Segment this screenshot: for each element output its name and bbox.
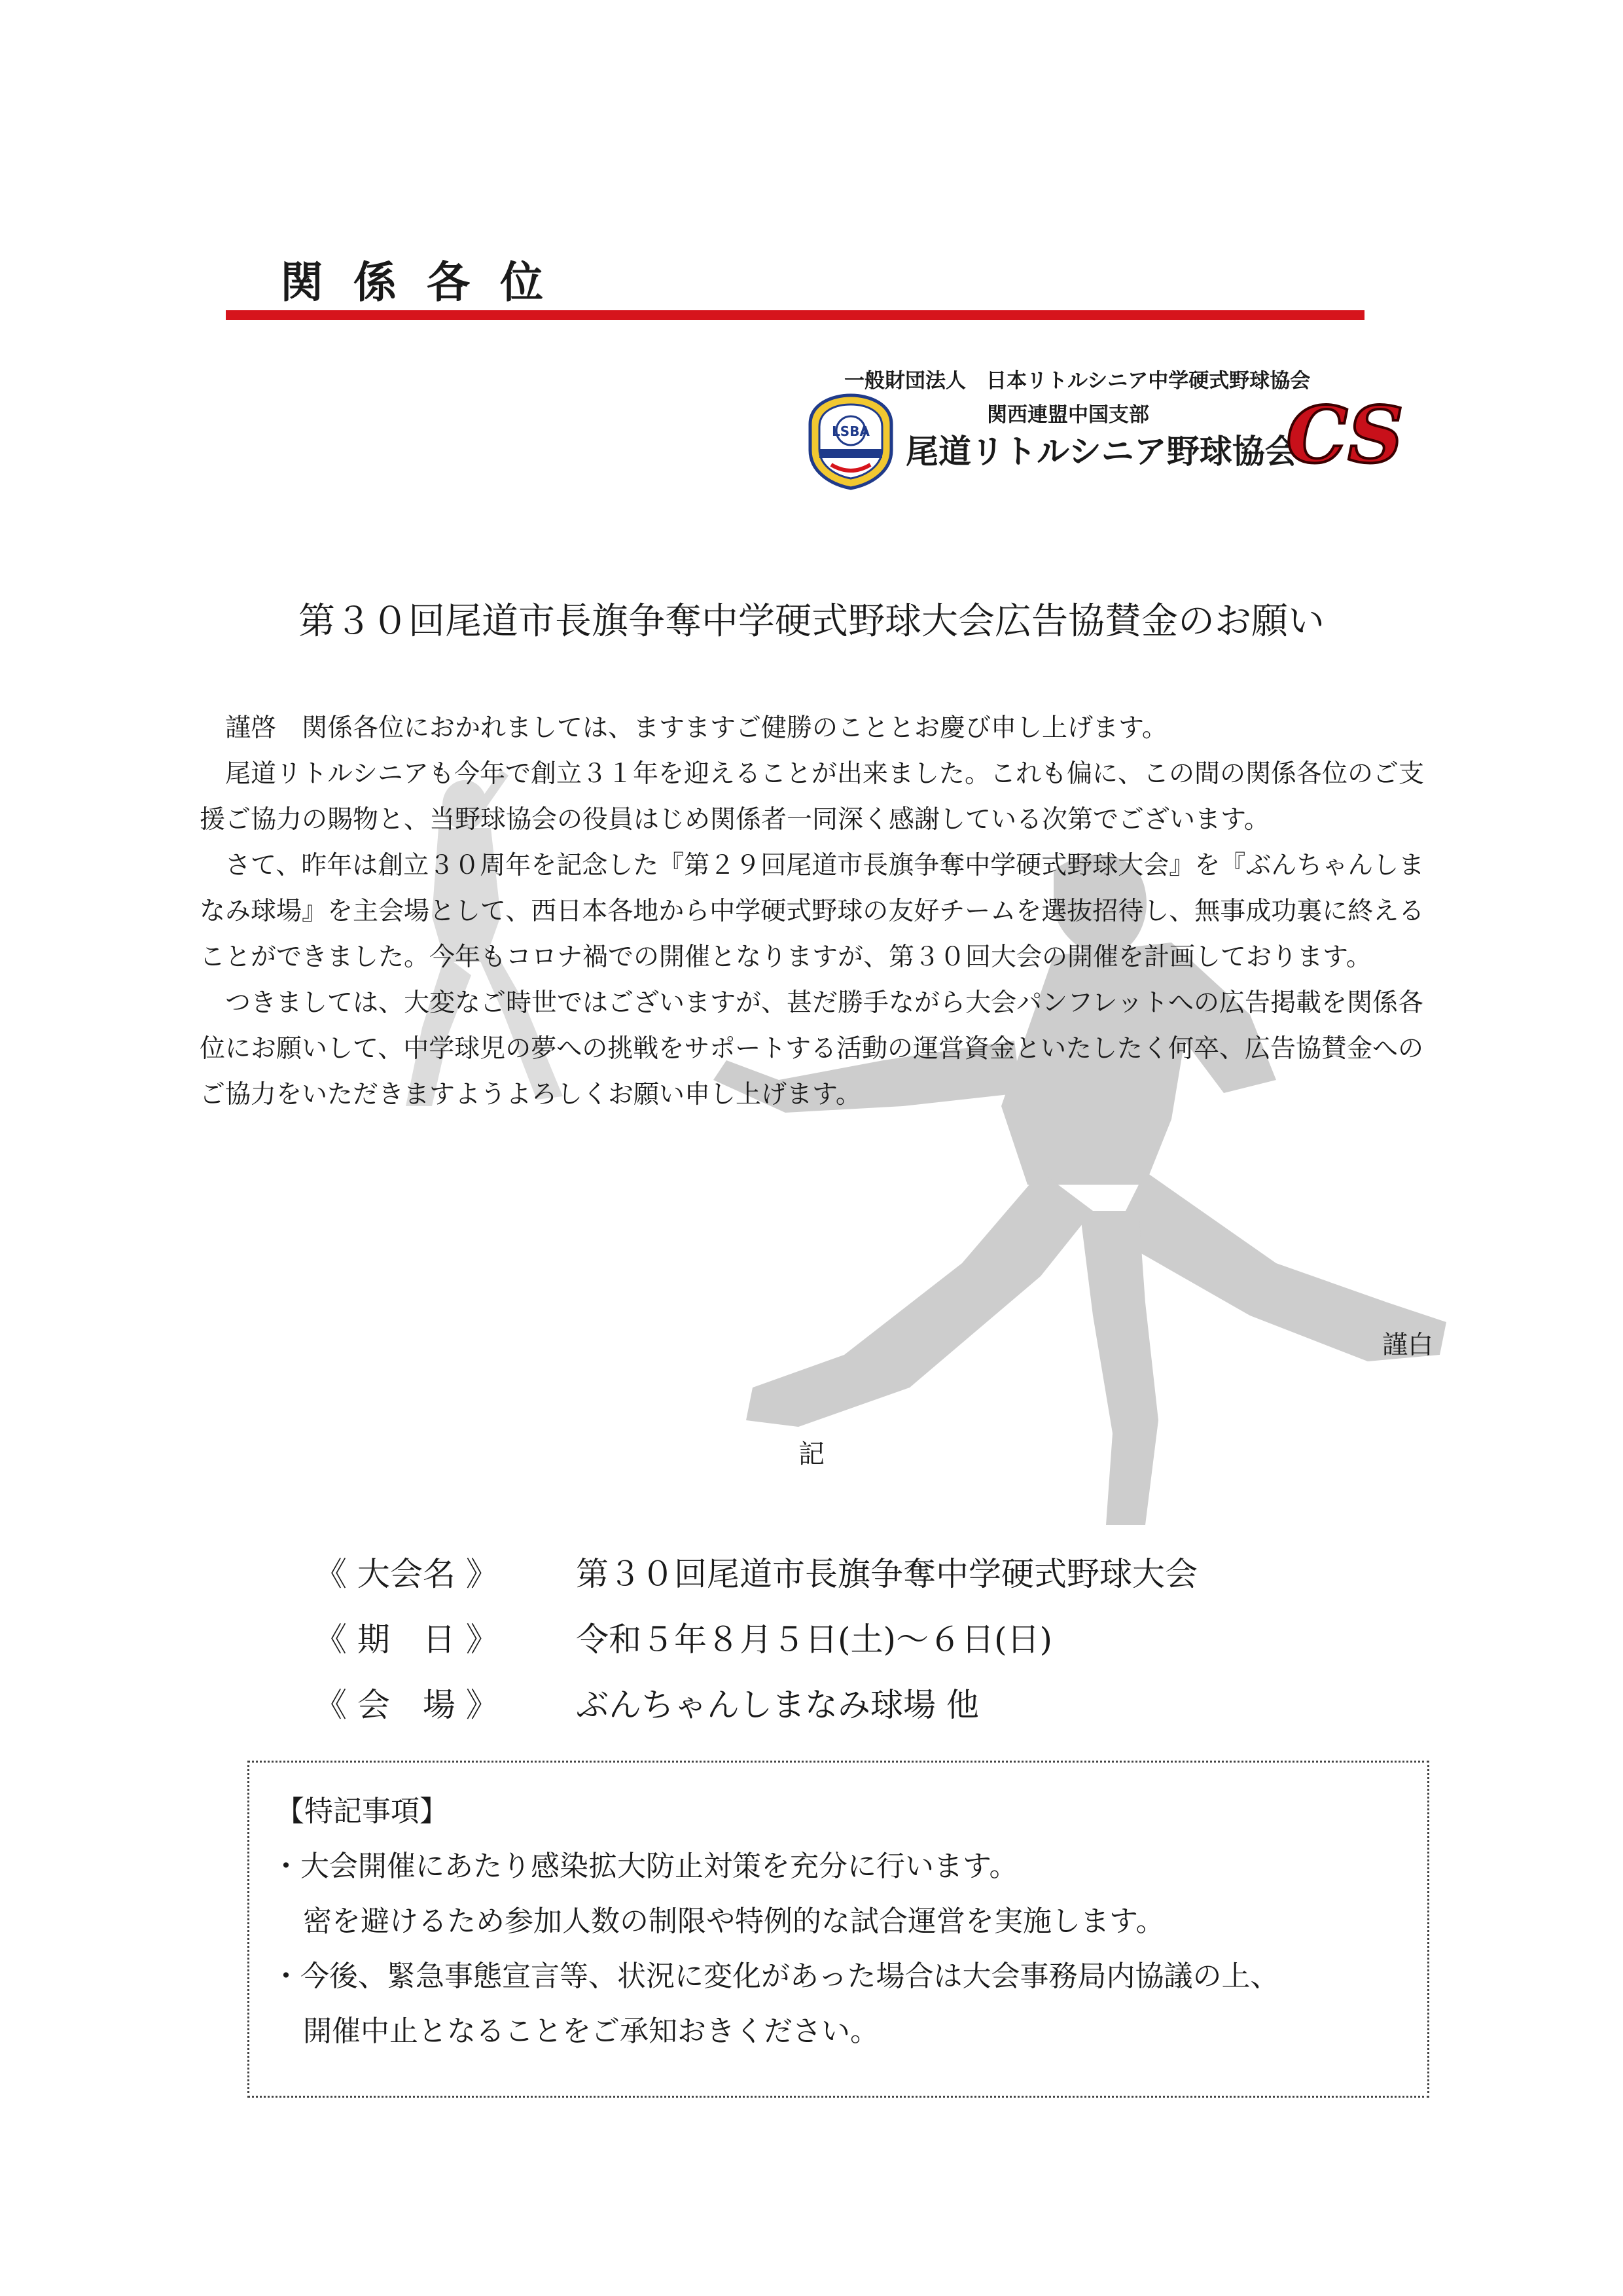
- logo-text: CS: [1286, 389, 1404, 480]
- special-notes-box: [247, 1761, 1429, 2098]
- body-paragraph: つきましては、大変なご時世ではございますが、甚だ勝手ながら大会パンフレットへの広告掲載を関係各位にお願いして、中学球児の夢への挑戦をサポートする活動の運営資金といたしたく何卒、広告協賛金へのご協力をいただきますようよろしくお願い申し上げます。: [200, 988, 1424, 1109]
- special-notes-heading: 【特記事項】: [276, 1795, 448, 1828]
- badge-text: LSBA: [832, 423, 870, 439]
- notice-line: ・大会開催にあたり感染拡大防止対策を充分に行います。: [272, 1850, 1018, 1883]
- letter-body: [200, 706, 1440, 1118]
- cs-team-logo: [1286, 378, 1404, 483]
- notice-line: ・今後、緊急事態宣言等、状況に変化があった場合は大会事務局内協議の上、: [272, 1960, 1279, 1993]
- detail-label: 《 期 日 》: [314, 1621, 499, 1659]
- organization-parent-name: 一般財団法人 日本リトルシニア中学硬式野球協会: [844, 369, 1311, 393]
- closing-phrase: 謹白: [1382, 1331, 1433, 1360]
- body-paragraph: 謹啓 関係各位におかれましては、ますますご健勝のこととお慶び申し上げます。: [225, 713, 1168, 743]
- notice-line: 密を避けるため参加人数の制限や特例的な試合運営を実施します。: [303, 1905, 1165, 1938]
- body-paragraph: さて、昨年は創立３０周年を記念した『第２９回尾道市長旗争奪中学硬式野球大会』を『ぶんちゃんしまなみ球場』を主会場として、西日本各地から中学硬式野球の友好チームを選抜招待し、無事成功裏に終えることができました。今年もコロナ禍での開催となりますが、第３０回大会の開催を計画しております。: [200, 851, 1425, 972]
- detail-label: 《 会 場 》: [314, 1686, 499, 1724]
- detail-value: ぶんちゃんしまなみ球場 他: [576, 1686, 979, 1724]
- detail-label: 《 大会名 》: [314, 1555, 499, 1593]
- document-title: 第３０回尾道市長旗争奪中学硬式野球大会広告協賛金のお願い: [298, 600, 1325, 643]
- addressee-heading: 関係各位: [280, 257, 573, 308]
- organization-branch-name: 関西連盟中国支部: [987, 403, 1149, 427]
- detail-value: 令和５年８月５日(土)～６日(日): [576, 1621, 1053, 1659]
- header-red-rule: [226, 310, 1364, 320]
- lsba-badge-logo: [805, 393, 897, 491]
- body-paragraph: 尾道リトルシニアも今年で創立３１年を迎えることが出来ました。これも偏に、この間の関係各位のご支援ご協力の賜物と、当野球協会の役員はじめ関係者一同深く感謝している次第でございます。: [200, 759, 1425, 834]
- detail-value: 第３０回尾道市長旗争奪中学硬式野球大会: [576, 1555, 1198, 1593]
- ki-heading: 記: [798, 1439, 825, 1469]
- organization-name: 尾道リトルシニア野球協会: [906, 433, 1298, 471]
- notice-line: 開催中止となることをご承知おきください。: [303, 2015, 879, 2048]
